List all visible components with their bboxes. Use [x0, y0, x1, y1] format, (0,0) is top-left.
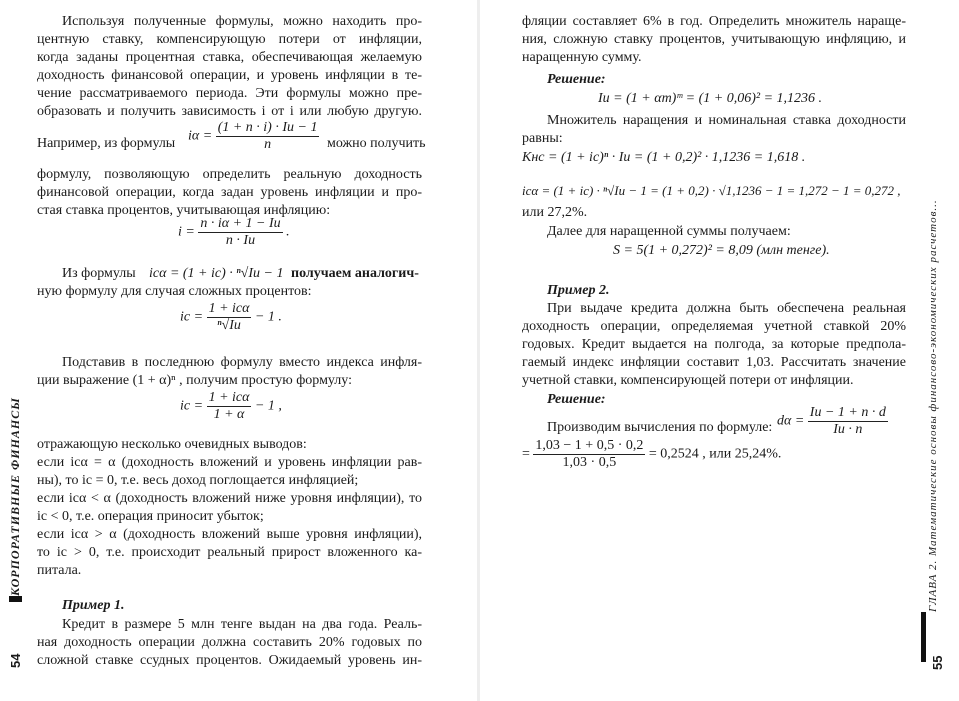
left-page — [0, 0, 478, 701]
example1-title: Пример 1. — [62, 598, 125, 613]
formula-calc: = $\frac{1,03 - 1 + 0,5 \cdot 0,2}{1,03 \cdot 0,5}$ = 0,2524 , или 25,24%. — [522, 438, 782, 470]
paragraph-line: Множитель наращения и номинальная ставка доходности — [547, 113, 906, 128]
solution2-label: Решение: — [547, 392, 606, 407]
formula-ic: iс = $\frac{\text{1 + iсα}}{\text{ⁿ√Iи}}$ − 1 . — [180, 301, 282, 333]
header-bar — [9, 596, 22, 602]
paragraph-line: наращенную сумму. — [522, 50, 642, 65]
page-number-right: 55 — [930, 655, 945, 670]
formula-Knc: Kнс = (1 + iс)ⁿ · Iи = (1 + 0,2)² · 1,1236 = 1,618 . — [522, 150, 806, 165]
paragraph-line: Подставив в последнюю формулу вместо индекса инфля- — [62, 355, 422, 370]
formula-da: dα = $\frac{Iи - 1 + n \cdot d}{Iи \cdot n}$ — [777, 405, 886, 437]
header-bar — [921, 612, 926, 662]
paragraph-line: если iсα < α (доходность вложений ниже уровня инфляции), то — [37, 491, 422, 506]
paragraph-line: При выдаче кредита должна быть обеспечена реальная — [547, 301, 906, 316]
paragraph-line: стая ставка процентов, учитывающая инфляцию: — [37, 203, 331, 218]
paragraph-line: центную ставку, компенсирующую потери от инфляции, — [37, 32, 422, 47]
paragraph-line: равны: — [522, 131, 563, 146]
paragraph-line: формулу, позволяющую определить реальную доходность — [37, 167, 422, 182]
paragraph-line: доходность финансовой операции, и уровень инфляции в те- — [37, 68, 422, 83]
paragraph-line: фляции составляет 6% в год. Определить множитель наращe- — [522, 14, 906, 29]
formula-ic2: iс = $\frac{\text{1 + iсα}}{1 + \alpha}$ − 1 , — [180, 390, 282, 422]
page-number-left: 54 — [8, 653, 23, 668]
formula-In: Iи = (1 + αm)ᵐ = (1 + 0,06)² = 1,1236 . — [598, 91, 823, 106]
paragraph-line: ная доходность операции должна составить 20% годовых по — [37, 635, 422, 650]
paragraph-line: финансовой операции, когда задан уровень инфляции и про- — [37, 185, 422, 200]
formula-S: S = 5(1 + 0,272)² = 8,09 (млн тенге). — [613, 243, 830, 258]
paragraph-line: сложной ставке ссудных процентов. Ожидаемый уровень ин- — [37, 653, 422, 668]
paragraph-line: если iсα = α (доходность вложений и уровень инфляции рав- — [37, 455, 422, 470]
compound-tail: получаем аналогич- — [291, 266, 419, 281]
running-head-right: ГЛАВА 2. Математические основы финансово-экономических расчетов... — [927, 199, 939, 612]
formula-i: i = $\frac{n \cdot i\alpha + 1 - Iи}{n \cdot Iи}$ . — [178, 216, 290, 248]
paragraph-line: или 27,2%. — [522, 205, 588, 220]
paragraph-line: ния, сложную ставку процентов, учитывающую инфляцию, и — [522, 32, 906, 47]
paragraph-line: чение рассматриваемого периода. Эти формулы можно пре- — [37, 86, 422, 101]
formula-ica: iсα = (1 + iс) · ⁿ√Iи − 1 = (1 + 0,2) · √1,1236 − 1 = 1,272 − 1 = 0,272 , — [522, 183, 901, 198]
paragraph-line: когда заданы процентная ставка, обеспечивающая желаемую — [37, 50, 422, 65]
paragraph-line: годовых. Кредит выдается на полгода, за которые предпола- — [522, 337, 906, 352]
paragraph-line: Кредит в размере 5 млн тенге выдан на два года. Реаль- — [62, 617, 422, 632]
paragraph-line: учетной ставки, компенсирующей потери от инфляции. — [522, 373, 854, 388]
compound-intro: Из формулы — [62, 266, 136, 281]
paragraph-line: ны), то iс = 0, т.е. весь доход поглощается инфляцией; — [37, 473, 359, 488]
paragraph-line: ции выражение (1 + α)ⁿ , получим простую формулу: — [37, 373, 352, 388]
paragraph-line: если iсα > α (доходность вложений выше уровня инфляции), — [37, 527, 422, 542]
formula-ia: iα = $\frac{(1 + n \cdot i) \cdot Iи - 1}{n}$ — [188, 120, 318, 152]
running-head-left: КОРПОРАТИВНЫЕ ФИНАНСЫ — [8, 397, 22, 596]
solution-label: Решение: — [547, 72, 606, 87]
paragraph-line: гаемый индекс инфляции составит 1,03. Рассчитать значение — [522, 355, 906, 370]
paragraph-line: ную формулу для случая сложных процентов: — [37, 284, 312, 299]
example2-title: Пример 2. — [547, 283, 610, 298]
example-intro-tail: можно получить — [327, 136, 426, 151]
paragraph-line: отражающую несколько очевидных выводов: — [37, 437, 307, 452]
paragraph-line: образовать и получить зависимость i от i или любую другую. — [37, 104, 422, 119]
calc-intro: Производим вычисления по формуле: — [547, 420, 773, 435]
paragraph-line: то iс > 0, т.е. происходит реальный прирост вложенного ка- — [37, 545, 422, 560]
example-intro: Например, из формулы — [37, 136, 176, 151]
right-page — [480, 0, 959, 701]
paragraph-line: iс < 0, т.е. операция приносит убыток; — [37, 509, 264, 524]
paragraph-line: Далее для наращенной суммы получаем: — [547, 224, 791, 239]
formula-compound: iсα = (1 + iс) · ⁿ√Iи − 1 — [149, 266, 284, 281]
paragraph-line: Используя полученные формулы, можно находить про- — [62, 14, 422, 29]
paragraph-line: доходность операции, определяемая учетной ставкой 20% — [522, 319, 906, 334]
paragraph-line: питала. — [37, 563, 82, 578]
